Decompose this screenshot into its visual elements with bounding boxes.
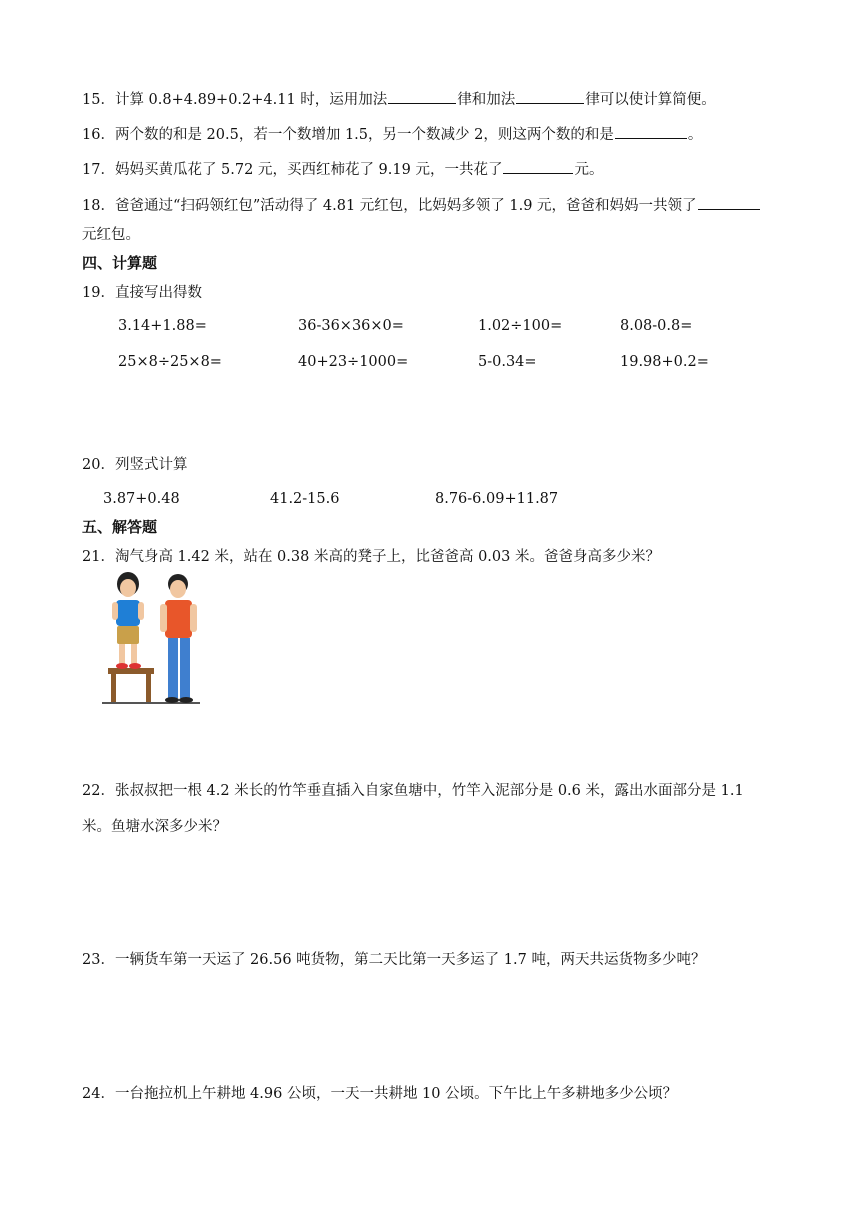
question-19-title: 19．直接写出得数 [82, 285, 202, 301]
answer-blank[interactable] [503, 158, 573, 174]
section-heading-4: 四、计算题 [82, 254, 158, 272]
question-18 [82, 194, 761, 216]
q15-text: 律可以使计算简便。 [585, 92, 716, 108]
question-20-title: 20．列竖式计算 [82, 457, 188, 473]
vertical-calc-item: 8.76-6.09+11.87 [435, 491, 559, 507]
q16-text: 。 [687, 127, 703, 143]
q18-text: 18．爸爸通过“扫码领红包”活动得了 4.81 元红包，比妈妈多领了 1.9 元，爸爸和妈妈一共领了 [82, 198, 697, 214]
q16-text: 16．两个数的和是 20.5，若一个数增加 1.5，另一个数减少 2，则这两个数的和是 [82, 127, 614, 143]
mental-math-item: 1.02÷100= [478, 318, 563, 334]
answer-blank[interactable] [388, 88, 456, 104]
mental-math-item: 5-0.34= [478, 354, 537, 370]
question-24: 24．一台拖拉机上午耕地 4.96 公顷，一天一共耕地 10 公顷。下午比上午多耕地多少公顷？ [82, 1086, 678, 1102]
mental-math-item: 25×8÷25×8= [118, 354, 222, 370]
mental-math-item: 40+23÷1000= [298, 354, 409, 370]
question-21: 21．淘气身高 1.42 米，站在 0.38 米高的凳子上，比爸爸高 0.03 米。爸爸身高多少米？ [82, 549, 660, 565]
question-15 [82, 88, 716, 110]
answer-blank[interactable] [698, 194, 760, 210]
question-23: 23．一辆货车第一天运了 26.56 吨货物，第二天比第一天多运了 1.7 吨，两天共运货物多少吨？ [82, 952, 706, 968]
mental-math-item: 19.98+0.2= [620, 354, 709, 370]
mental-math-item: 3.14+1.88= [118, 318, 207, 334]
answer-blank[interactable] [516, 88, 584, 104]
section-heading-5: 五、解答题 [82, 518, 158, 536]
question-16 [82, 123, 702, 145]
vertical-calc-item: 3.87+0.48 [103, 491, 180, 507]
q15-text: 15．计算 0.8+4.89+0.2+4.11 时，运用加法 [82, 92, 388, 108]
answer-blank[interactable] [615, 123, 687, 139]
vertical-calc-item: 41.2-15.6 [270, 491, 340, 507]
question-18-cont [82, 225, 140, 245]
question-22-cont: 米。鱼塘水深多少米？ [82, 819, 227, 835]
mental-math-item: 36-36×36×0= [298, 318, 404, 334]
boy-on-stool-and-father-illustration [100, 570, 204, 706]
mental-math-item: 8.08-0.8= [620, 318, 693, 334]
q17-text: 17．妈妈买黄瓜花了 5.72 元，买西红柿花了 9.19 元，一共花了 [82, 162, 503, 178]
question-17 [82, 158, 603, 180]
q15-text: 律和加法 [457, 92, 516, 108]
question-22: 22．张叔叔把一根 4.2 米长的竹竿垂直插入自家鱼塘中，竹竿入泥部分是 0.6 米，露出水面部分是 1.1 [82, 783, 744, 799]
q17-text: 元。 [574, 162, 604, 178]
q18-text: 元红包。 [82, 227, 140, 243]
